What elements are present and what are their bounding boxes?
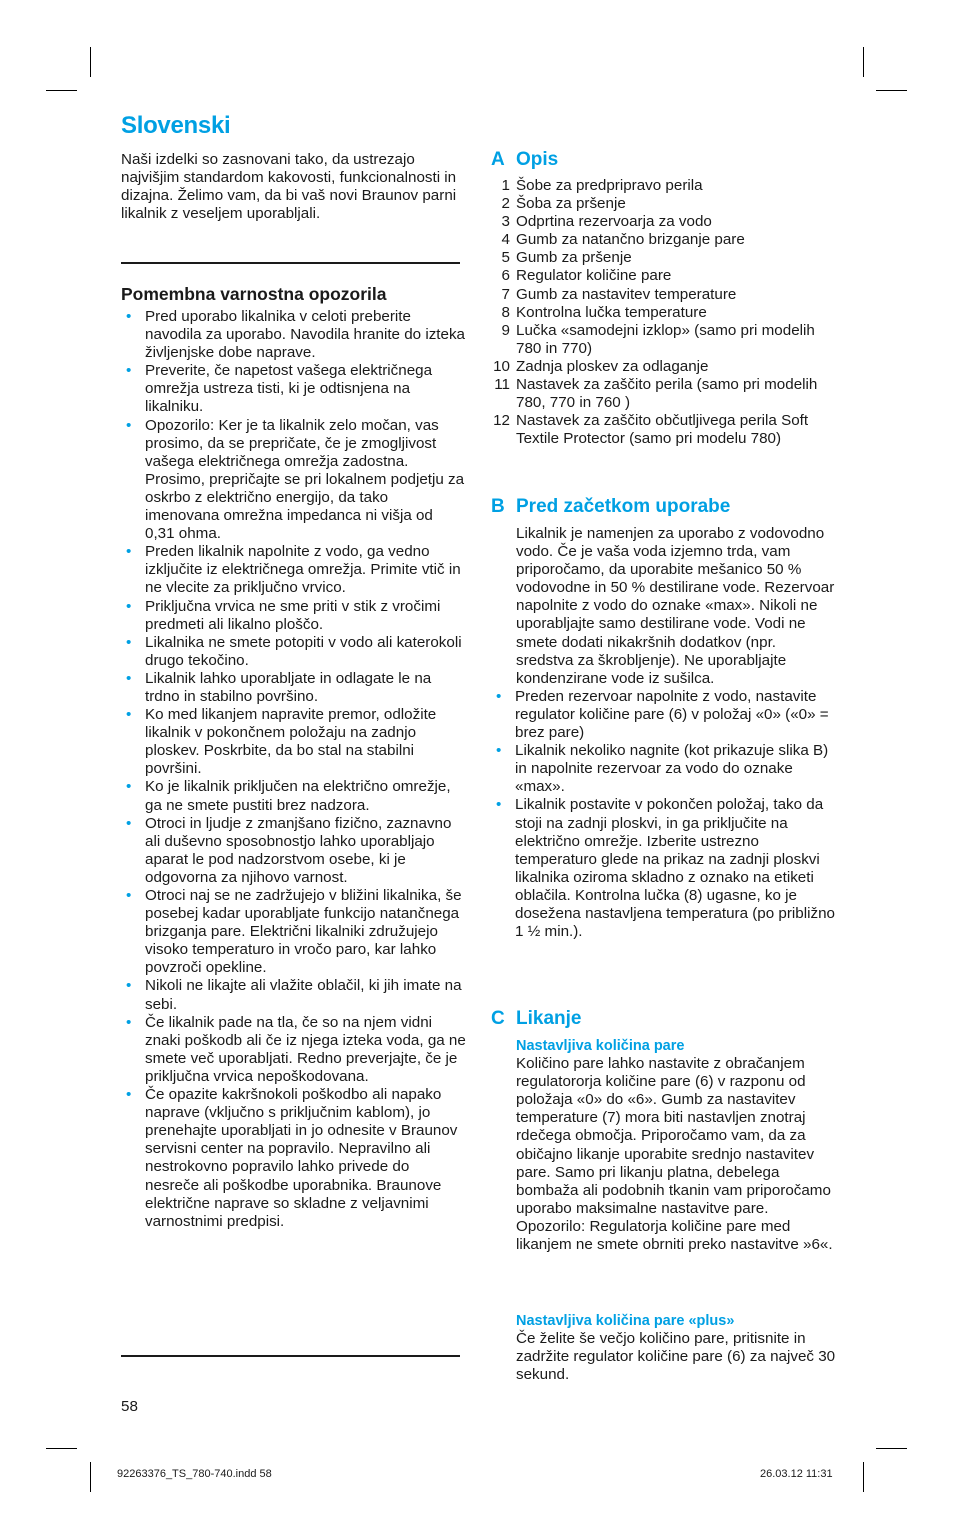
item-text: Regulator količine pare [516,267,672,285]
item-text: Zadnja ploskev za odlaganje [516,357,709,375]
section-title: Likanje [516,1008,582,1029]
crop-mark [90,1462,91,1492]
list-item: • Preverite, če napetost vašega električnega omrežja ustreza tisti, ki je odtisnjena na likalniku. [121,362,466,416]
footer-date: 26.03.12 11:31 [760,1468,833,1480]
list-item [491,267,836,285]
list-item [491,358,836,376]
page-number: 58 [121,1398,138,1415]
crop-mark [90,47,91,77]
section-b-paragraph: Likalnik je namenjen za uporabo z vodovodno vodo. Če je vaša voda izjemno trda, vam priporočamo, da uporabite mešanico 50 % vodovodne in 50 % destilirane vode. Rezervoar napolnite z vodo do oznake «max». Nikoli ne uporabljajte samo destilirane vode. Vodi ne smete dodati nikakršnih dodatkov (npr. sredstva za škrobljenje). Ne uporabljajte kondenzirane vode iz sušilca. [516,525,835,687]
section-b-body [491,525,836,941]
item-text: Lučka «samodejni izklop» (samo pri modelih 780 in 770) [516,321,815,357]
list-item [491,322,836,358]
item-number: 4 [501,231,510,249]
list-item [491,177,836,195]
crop-mark [46,1448,77,1449]
safety-list-container [121,308,466,1231]
item-text: Odprtina rezervoarja za vodo [516,213,712,231]
item-number: 7 [501,285,510,303]
section-letter: B [491,496,505,517]
subsection-heading: Nastavljiva količina pare «plus» [516,1313,735,1329]
section-title: Opis [516,149,559,170]
list-item: • Otroci in ljudje z zmanjšano fizično, zaznavno ali duševno sposobnostjo lahko uporabljajo aparat le pod nadzorstvom osebe, ki je odgovorna za njihovo varnost. [121,815,466,887]
subsection-heading: Nastavljiva količina pare [516,1038,685,1054]
item-number: 5 [501,249,510,267]
safety-list [121,308,466,1231]
list-item: • Preden likalnik napolnite z vodo, ga vedno izključite iz električnega omrežja. Primite vtič in ne vlecite za priključno vrvico. [121,543,466,597]
list-item: • Priključna vrvica ne sme priti v stik z vročimi predmeti ali likalno ploščo. [121,598,466,634]
page-title: Slovenski [121,112,231,139]
item-number: 12 [493,412,510,430]
list-item: • Nikoli ne likajte ali vlažite oblačil, ki jih imate na sebi. [121,977,466,1013]
section-b-heading [491,496,836,518]
list-item: • Likalnik postavite v pokončen položaj, tako da stoji na zadnji ploskvi, in ga priključite na električno omrežje. Izberite ustrezno temperaturo glede na prikaz na zadnji ploskvi likalnika oziroma skladno z oznako na etiketi oblačila. Kontrolna lučka (8) ugasne, ko je doseženа nastavljena temperatura (po približno 1 ½ min.). [491,796,836,941]
section-letter: C [491,1008,505,1029]
list-item: • Ko med likanjem napravite premor, odložite likalnik v pokončnem položaju na zadnjo ploskev. Poskrbite, da bo stal na stabilni površini. [121,706,466,778]
section-title: Pred začetkom uporabe [516,496,731,517]
item-number: 9 [501,321,510,339]
item-number: 6 [501,267,510,285]
item-text: Šobe za predpripravo perila [516,177,703,194]
list-item [491,304,836,322]
list-item: • Če likalnik pade na tla, če so na njem vidni znaki poškodb ali če iz njega izteka voda, ga ne smete več uporabljati. Redno preverjajte, če je priključna vrvica nepoškodovana. [121,1014,466,1086]
list-item: • Preden rezervoar napolnite z vodo, nastavite regulator količine pare (6) v položaj «0» («0» = brez pare) [491,688,836,742]
subsection-text: Če želite še večjo količino pare, pritisnite in zadržite regulator količine pare (6) za največ 30 sekund. [516,1330,836,1384]
item-text: Nastavek za zaščito perila (samo pri modelih 780, 770 in 760 ) [516,376,818,412]
list-item: • Likalnik lahko uporabljate in odlagate le na trdno in stabilno površino. [121,670,466,706]
list-item [491,195,836,213]
crop-mark [46,90,77,91]
safety-heading: Pomembna varnostna opozorila [121,284,387,304]
list-item: • Otroci naj se ne zadržujejo v bližini likalnika, še posebej kadar uporabljate funkcijo natančnega brizganja pare. Električni likalniki združujejo visoko temperaturo in vročo paro, kar lahko povzroči opekline. [121,887,466,977]
item-text: Gumb za natančno brizganje pare [516,231,745,249]
list-item: • Ko je likalnik priključen na električno omrežje, ga ne smete pustiti brez nadzora. [121,778,466,814]
divider [121,1355,460,1357]
divider [121,262,460,264]
footer-file-info: 92263376_TS_780-740.indd 58 [117,1468,272,1480]
section-a-heading [491,149,836,171]
crop-mark [863,1462,864,1492]
crop-mark [876,1448,907,1449]
list-item: • Likalnik nekoliko nagnite (kot prikazuje slika B) in napolnite rezervoar za vodo do oznake «max». [491,742,836,796]
list-item [491,213,836,231]
crop-mark [876,90,907,91]
item-text: Gumb za nastavitev temperature [516,285,737,303]
list-item [491,412,836,448]
section-letter: A [491,149,505,170]
list-item [491,376,836,412]
item-number: 10 [493,357,510,375]
item-text: Kontrolna lučka temperature [516,303,707,321]
section-c-heading [491,1008,836,1030]
item-number: 2 [501,195,510,213]
list-item [491,231,836,249]
item-number: 11 [494,376,510,394]
section-b-list [491,688,836,941]
item-number: 3 [501,213,510,231]
description-list-container [491,177,836,448]
description-list [491,177,836,448]
subsection-text: Količino pare lahko nastavite z obračanjem regulatororja količine pare (6) v razponu od položaja «0» do «6». Gumb za nastavitev temperature (7) mora biti nastavljen znotraj rdečega območja. Priporočamo vam, da za običajno likanje uporabite srednjo nastavitev pare. Samo pri likanju platna, debelega bombaža ali podobnih tkanin vam priporočamo uporabo maksimalne nastavitve pare. Opozorilo: Regulatorja količine pare med likanjem ne smete obrniti preko nastavitve »6«. [516,1055,833,1254]
section-c-body-2 [491,1312,836,1384]
crop-mark [863,47,864,77]
item-text: Nastavek za zaščito občutljivega perila Soft Textile Protector (samo pri modelu 780) [516,412,809,448]
list-item: • Če opazite kakršnokoli poškodbo ali napako naprave (vključno s priključnim kablom), jo prenehajte uporabljati in jo odnesite v Braunov servisni center na popravilo. Nepravilno ali nestrokovno popravilo lahko privede do nesreče ali poškodbe uporabnika. Braunove električne naprave so skladne z veljavnimi varnostnimi predpisi. [121,1086,466,1231]
intro-paragraph: Naši izdelki so zasnovani tako, da ustrezajo najvišjim standardom kakovosti, funkcionalnosti in dizajna. Želimo vam, da bi vaš novi Braunov parni likalnik z veseljem uporabljali. [121,151,457,223]
item-text: Gumb za pršenje [516,249,632,267]
item-number: 1 [501,177,510,194]
section-c-body [491,1037,836,1254]
list-item [491,286,836,304]
list-item: • Opozorilo: Ker je ta likalnik zelo močan, vas prosimo, da se prepričate, če je zmogljivost vašega električnega omrežja zadostna. Prosimo, prepričajte se pri lokalnem podjetju za oskrbo z električno energijo, da tako imenovana omrežna impedanca ni višja od 0,31 ohma. [121,417,466,544]
list-item [491,249,836,267]
list-item: • Pred uporabo likalnika v celoti preberite navodila za uporabo. Navodila hranite do izteka življenjske dobe naprave. [121,308,466,362]
item-number: 8 [501,303,510,321]
item-text: Šoba za pršenje [516,195,626,213]
list-item: • Likalnika ne smete potopiti v vodo ali katerokoli drugo tekočino. [121,634,466,670]
